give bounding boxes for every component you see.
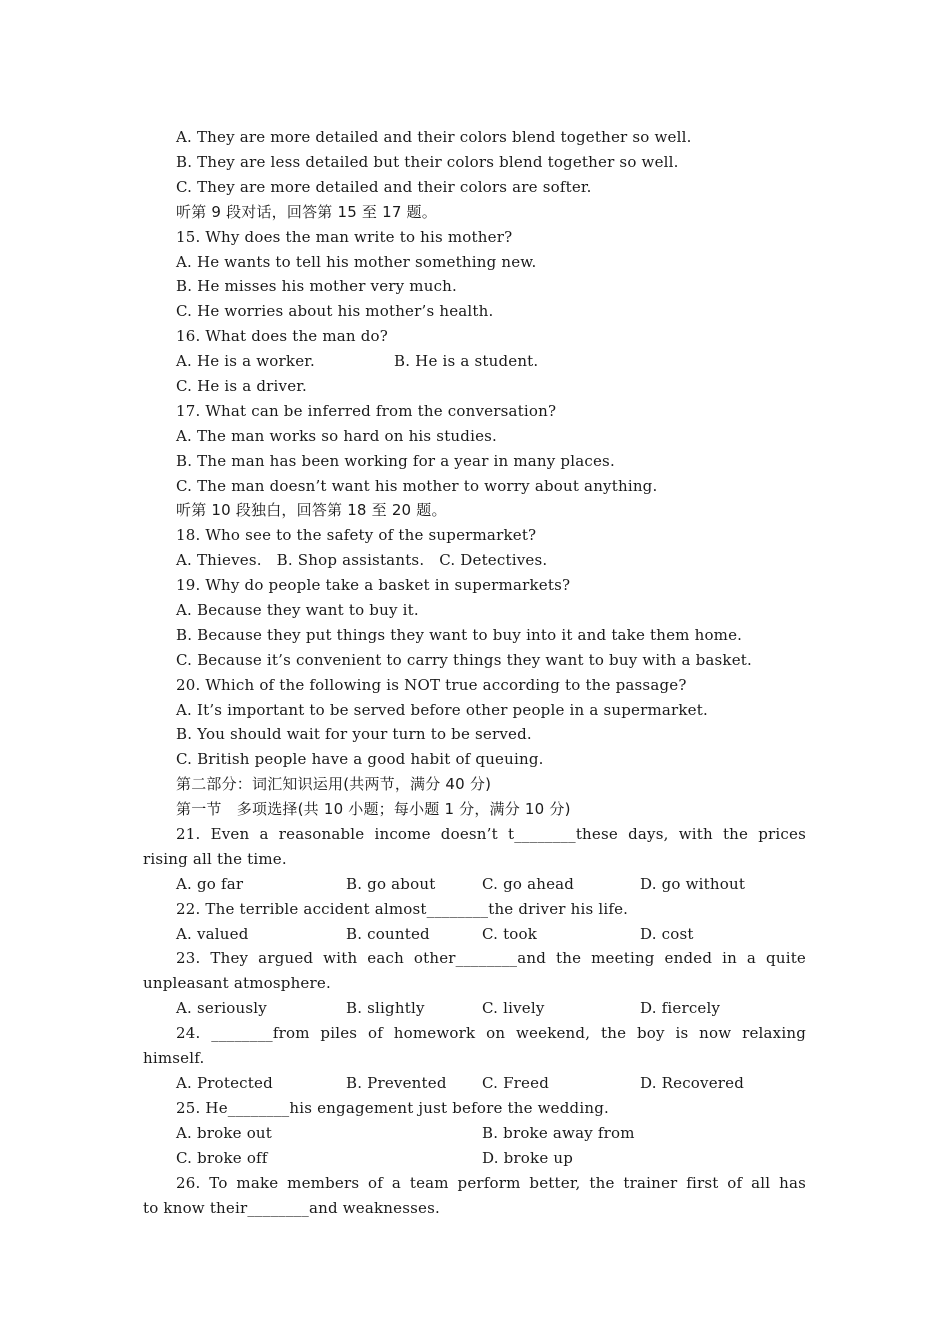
option-line: B. Because they put things they want to buy into it and take them home. (176, 626, 743, 644)
option-line: C. British people have a good habit of queuing. (176, 750, 544, 768)
option-line: A. It’s important to be served before other people in a supermarket. (176, 701, 708, 719)
option-line: C. He is a driver. (176, 377, 307, 395)
option-line: A. The man works so hard on his studies. (176, 427, 498, 445)
option-b: B. slightly (346, 999, 425, 1017)
option-line: C. They are more detailed and their colors are softer. (176, 178, 592, 196)
section-heading: 第一节 多项选择(共 10 小题；每小题 1 分，满分 10 分) (176, 800, 571, 818)
option-d: D. Recovered (640, 1074, 745, 1092)
question-continuation: himself. (143, 1049, 205, 1067)
option-d: D. cost (640, 925, 694, 943)
option-line: C. The man doesn’t want his mother to worry about anything. (176, 477, 658, 495)
question-20: 20. Which of the following is NOT true according to the passage? (176, 676, 687, 694)
question-continuation: rising all the time. (143, 850, 287, 868)
question-23: 23. They argued with each other________and the meeting ended in a quite (176, 949, 806, 967)
question-26: 26. To make members of a team perform better, the trainer first of all has (176, 1174, 806, 1192)
section-instruction: 听第 9 段对话，回答第 15 至 17 题。 (176, 203, 437, 221)
option-c: C. Freed (482, 1074, 550, 1092)
question-15: 15. Why does the man write to his mother? (176, 228, 513, 246)
question-19: 19. Why do people take a basket in supermarkets? (176, 576, 571, 594)
option-line: A. Thieves. B. Shop assistants. C. Detectives. (176, 551, 548, 569)
option-b: B. go about (346, 875, 436, 893)
question-continuation: to know their________and weaknesses. (143, 1199, 440, 1217)
option-line: B. The man has been working for a year in many places. (176, 452, 615, 470)
part-heading: 第二部分：词汇知识运用(共两节，满分 40 分) (176, 775, 492, 793)
option-line: B. He is a student. (394, 352, 539, 370)
option-line: B. They are less detailed but their colors blend together so well. (176, 153, 679, 171)
option-d: D. go without (640, 875, 746, 893)
question-25: 25. He________his engagement just before the wedding. (176, 1099, 609, 1117)
option-c: C. broke off (176, 1149, 268, 1167)
option-a: A. Protected (176, 1074, 273, 1092)
option-b: B. counted (346, 925, 430, 943)
question-continuation: unpleasant atmosphere. (143, 974, 331, 992)
section-instruction: 听第 10 段独白，回答第 18 至 20 题。 (176, 501, 447, 519)
option-a: A. broke out (176, 1124, 273, 1142)
option-line: C. He worries about his mother’s health. (176, 302, 494, 320)
option-c: C. lively (482, 999, 545, 1017)
option-a: A. go far (176, 875, 244, 893)
option-c: C. go ahead (482, 875, 575, 893)
question-24: 24. ________from piles of homework on weekend, the boy is now relaxing (176, 1024, 806, 1042)
option-line: B. You should wait for your turn to be served. (176, 725, 532, 743)
option-d: D. broke up (482, 1149, 574, 1167)
question-18: 18. Who see to the safety of the supermarket? (176, 526, 537, 544)
question-16: 16. What does the man do? (176, 327, 389, 345)
option-b: B. broke away from (482, 1124, 635, 1142)
question-22: 22. The terrible accident almost________the driver his life. (176, 900, 629, 918)
option-a: A. seriously (176, 999, 267, 1017)
option-d: D. fiercely (640, 999, 721, 1017)
option-line: A. He is a worker. (176, 352, 315, 370)
option-line: A. They are more detailed and their colors blend together so well. (176, 128, 692, 146)
option-b: B. Prevented (346, 1074, 447, 1092)
option-line: A. Because they want to buy it. (176, 601, 419, 619)
question-21: 21. Even a reasonable income doesn’t t________these days, with the prices (176, 825, 806, 843)
option-line: B. He misses his mother very much. (176, 277, 458, 295)
option-c: C. took (482, 925, 538, 943)
option-line: A. He wants to tell his mother something new. (176, 253, 537, 271)
option-a: A. valued (176, 925, 249, 943)
option-line: C. Because it’s convenient to carry things they want to buy with a basket. (176, 651, 752, 669)
question-17: 17. What can be inferred from the conversation? (176, 402, 557, 420)
